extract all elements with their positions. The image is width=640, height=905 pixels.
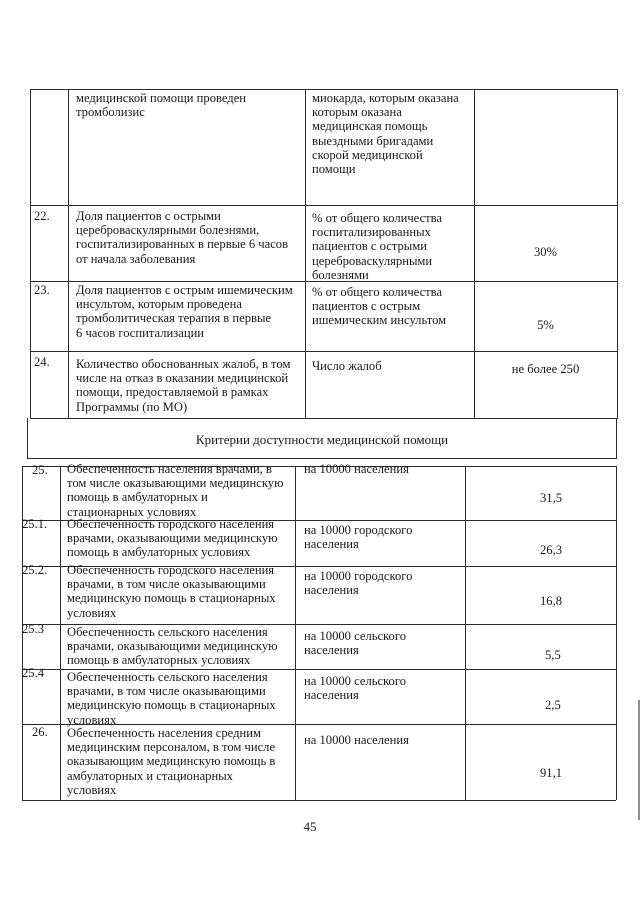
row-value: 5,5 — [545, 648, 561, 662]
row-indicator: Количество обоснованных жалоб, в том числе на отказ в оказании медицинской помощи, предоставляемой в рамках Программы (по МО) — [76, 357, 291, 414]
row-indicator: Доля пациентов с острыми цереброваскулярными болезнями, госпитализированных в первые 6 часов от начала заболевания — [76, 209, 289, 266]
row-number: 25. — [32, 463, 48, 477]
row-number: 25.3 — [22, 622, 45, 636]
row-unit: % от общего количества пациентов с острым ишемическим инсультом — [312, 285, 447, 328]
row-indicator: Обеспеченность городского населения врачами, оказывающими медицинскую помощь в амбулаторных условиях — [67, 517, 278, 560]
row-number: 23. — [34, 283, 50, 297]
section-title: Критерии доступности медицинской помощи — [195, 432, 449, 447]
row-unit: Число жалоб — [312, 359, 382, 373]
row-unit: на 10000 городского населения — [304, 523, 413, 552]
row-value: 2,5 — [545, 698, 561, 712]
row-number: 26. — [32, 725, 48, 739]
row-value: 31,5 — [540, 491, 563, 505]
row-number: 22. — [34, 209, 50, 223]
row-indicator: Обеспеченность городского населения врачами, в том числе оказывающими медицинскую помощь в стационарных условиях — [67, 563, 276, 620]
row-value: 30% — [533, 245, 558, 259]
row-number: 25.4 — [22, 666, 45, 680]
row-value: 26,3 — [540, 543, 563, 557]
row-indicator: Доля пациентов с острым ишемическим инсультом, которым проведена тромболитическая терапия в первые 6 часов госпитализации — [76, 283, 293, 340]
row-number: 25.1. — [22, 517, 48, 531]
row-indicator: Обеспеченность сельского населения врачами, в том числе оказывающими медицинскую помощь в стационарных условиях — [67, 670, 276, 727]
row-unit: на 10000 сельского населения — [304, 674, 406, 703]
row-indicator: Обеспеченность населения средним медицинским персоналом, в том числе оказывающим медицинскую помощь в амбулаторных и стационарных условиях — [67, 726, 276, 797]
row-value: 16,8 — [540, 594, 563, 608]
row-unit: миокарда, которым оказана которым оказана медицинская помощь выездными бригадами скорой медицинской помощи — [312, 91, 459, 177]
row-unit: на 10000 сельского населения — [304, 629, 406, 658]
row-number: 25.2. — [22, 563, 48, 577]
row-number: 24. — [34, 355, 50, 369]
row-unit: % от общего количества госпитализированных пациентов с острыми цереброваскулярными болезнями — [312, 211, 443, 282]
row-value: 91,1 — [540, 766, 563, 780]
row-unit: на 10000 городского населения — [304, 569, 413, 598]
row-indicator: Обеспеченность сельского населения врачами, оказывающими медицинскую помощь в амбулаторных условиях — [67, 625, 278, 668]
row-indicator: Обеспеченность населения врачами, в том числе оказывающими медицинскую помощь в амбулаторных и стационарных условиях — [67, 462, 284, 519]
row-value: не более 250 — [511, 362, 580, 376]
page-number: 45 — [303, 819, 317, 834]
row-indicator: медицинской помощи проведен тромболизис — [76, 91, 247, 120]
row-unit: на 10000 населения — [304, 733, 409, 747]
row-value: 5% — [537, 318, 554, 332]
row-unit: на 10000 населения — [304, 462, 409, 476]
